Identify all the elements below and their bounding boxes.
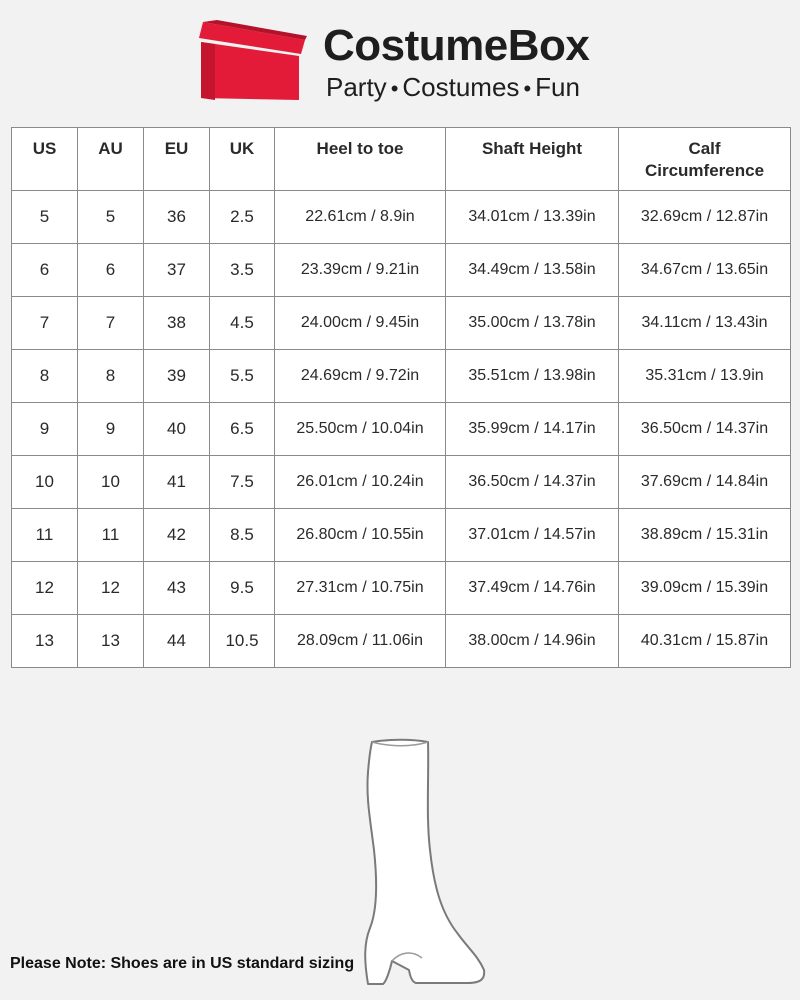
table-cell: 6 xyxy=(12,244,78,297)
table-cell: 6 xyxy=(78,244,144,297)
table-cell: 36.50cm / 14.37in xyxy=(446,456,619,509)
table-cell: 3.5 xyxy=(210,244,275,297)
table-cell: 5 xyxy=(12,191,78,244)
table-cell: 37 xyxy=(144,244,210,297)
header-eu: EU xyxy=(144,128,210,191)
table-cell: 9 xyxy=(12,403,78,456)
table-cell: 35.00cm / 13.78in xyxy=(446,297,619,350)
table-cell: 26.80cm / 10.55in xyxy=(275,509,446,562)
table-cell: 8 xyxy=(78,350,144,403)
table-cell: 13 xyxy=(78,615,144,668)
table-cell: 36.50cm / 14.37in xyxy=(619,403,791,456)
table-cell: 38.00cm / 14.96in xyxy=(446,615,619,668)
table-cell: 6.5 xyxy=(210,403,275,456)
table-row xyxy=(12,615,791,668)
tagline-fun: Fun xyxy=(535,72,580,102)
table-row xyxy=(12,456,791,509)
table-cell: 36 xyxy=(144,191,210,244)
table-cell: 5 xyxy=(78,191,144,244)
header-calf-circumference: Calf Circumference xyxy=(619,128,791,191)
table-cell: 10 xyxy=(12,456,78,509)
table-cell: 34.67cm / 13.65in xyxy=(619,244,791,297)
table-row xyxy=(12,509,791,562)
bullet-icon: • xyxy=(523,76,532,101)
table-cell: 11 xyxy=(12,509,78,562)
table-cell: 39.09cm / 15.39in xyxy=(619,562,791,615)
knee-high-boot-icon xyxy=(350,738,500,988)
table-row xyxy=(12,562,791,615)
table-cell: 8 xyxy=(12,350,78,403)
table-cell: 28.09cm / 11.06in xyxy=(275,615,446,668)
table-cell: 7 xyxy=(78,297,144,350)
table-cell: 42 xyxy=(144,509,210,562)
header xyxy=(0,0,800,120)
table-cell: 40.31cm / 15.87in xyxy=(619,615,791,668)
brand-name: CostumeBox xyxy=(323,21,590,70)
table-cell: 38.89cm / 15.31in xyxy=(619,509,791,562)
table-cell: 34.49cm / 13.58in xyxy=(446,244,619,297)
table-row xyxy=(12,297,791,350)
header-shaft-height: Shaft Height xyxy=(446,128,619,191)
table-cell: 12 xyxy=(12,562,78,615)
table-cell: 9.5 xyxy=(210,562,275,615)
table-cell: 8.5 xyxy=(210,509,275,562)
table-cell: 34.11cm / 13.43in xyxy=(619,297,791,350)
table-cell: 25.50cm / 10.04in xyxy=(275,403,446,456)
bullet-icon: • xyxy=(390,76,399,101)
table-cell: 37.69cm / 14.84in xyxy=(619,456,791,509)
table-cell: 41 xyxy=(144,456,210,509)
header-heel-to-toe: Heel to toe xyxy=(275,128,446,191)
brand-tagline xyxy=(326,70,580,106)
table-row xyxy=(12,350,791,403)
table-cell: 13 xyxy=(12,615,78,668)
sizing-note: Please Note: Shoes are in US standard sizing xyxy=(10,955,355,972)
table-cell: 24.00cm / 9.45in xyxy=(275,297,446,350)
table-header-row xyxy=(12,128,791,191)
table-cell: 10.5 xyxy=(210,615,275,668)
table-cell: 34.01cm / 13.39in xyxy=(446,191,619,244)
table-row xyxy=(12,244,791,297)
table-cell: 37.01cm / 14.57in xyxy=(446,509,619,562)
table-cell: 40 xyxy=(144,403,210,456)
table-cell: 44 xyxy=(144,615,210,668)
table-cell: 35.51cm / 13.98in xyxy=(446,350,619,403)
table-cell: 7 xyxy=(12,297,78,350)
table-cell: 4.5 xyxy=(210,297,275,350)
table-cell: 23.39cm / 9.21in xyxy=(275,244,446,297)
table-row xyxy=(12,403,791,456)
table-cell: 24.69cm / 9.72in xyxy=(275,350,446,403)
table-cell: 9 xyxy=(78,403,144,456)
tagline-costumes: Costumes xyxy=(402,72,520,102)
table-cell: 32.69cm / 12.87in xyxy=(619,191,791,244)
table-cell: 26.01cm / 10.24in xyxy=(275,456,446,509)
header-au: AU xyxy=(78,128,144,191)
size-chart-table xyxy=(11,127,791,668)
table-cell: 43 xyxy=(144,562,210,615)
table-cell: 39 xyxy=(144,350,210,403)
table-cell: 27.31cm / 10.75in xyxy=(275,562,446,615)
table-cell: 35.31cm / 13.9in xyxy=(619,350,791,403)
table-body xyxy=(12,191,791,668)
table-cell: 12 xyxy=(78,562,144,615)
header-us: US xyxy=(12,128,78,191)
header-uk: UK xyxy=(210,128,275,191)
tagline-party: Party xyxy=(326,72,387,102)
table-cell: 38 xyxy=(144,297,210,350)
table-cell: 35.99cm / 14.17in xyxy=(446,403,619,456)
red-box-icon xyxy=(195,18,307,102)
table-cell: 2.5 xyxy=(210,191,275,244)
table-cell: 10 xyxy=(78,456,144,509)
table-cell: 11 xyxy=(78,509,144,562)
table-cell: 37.49cm / 14.76in xyxy=(446,562,619,615)
table-cell: 7.5 xyxy=(210,456,275,509)
table-cell: 22.61cm / 8.9in xyxy=(275,191,446,244)
table-cell: 5.5 xyxy=(210,350,275,403)
table-row xyxy=(12,191,791,244)
